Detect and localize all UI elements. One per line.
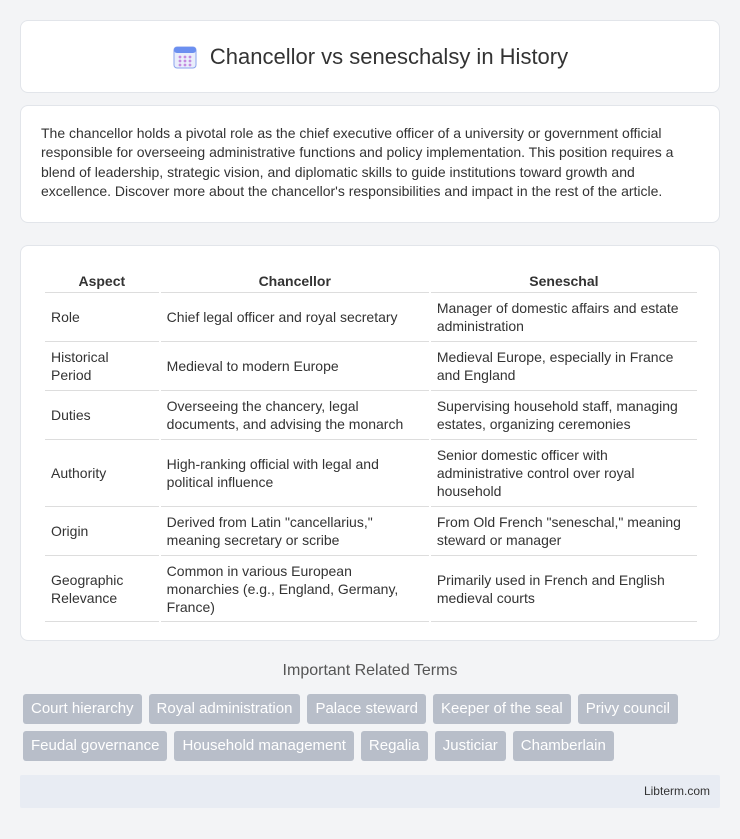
- tag-court-hierarchy[interactable]: Court hierarchy: [23, 694, 142, 724]
- cell-aspect: Authority: [45, 439, 159, 506]
- cell-chancellor: Medieval to modern Europe: [161, 341, 429, 390]
- comparison-table: [43, 266, 699, 622]
- table-row: [45, 555, 697, 622]
- tag-privy-council[interactable]: Privy council: [578, 694, 678, 724]
- tag-chamberlain[interactable]: Chamberlain: [513, 731, 614, 761]
- cell-seneschal: Medieval Europe, especially in France and England: [431, 341, 697, 390]
- cell-chancellor: Chief legal officer and royal secretary: [161, 292, 429, 341]
- cell-chancellor: High-ranking official with legal and political influence: [161, 439, 429, 506]
- cell-chancellor: Common in various European monarchies (e.g., England, Germany, France): [161, 555, 429, 622]
- cell-chancellor: Derived from Latin "cancellarius," meaning secretary or scribe: [161, 506, 429, 555]
- header-chancellor: Chancellor: [258, 273, 331, 289]
- cell-aspect: Historical Period: [45, 341, 159, 390]
- header-card: [20, 20, 720, 93]
- cell-aspect: Geographic Relevance: [45, 555, 159, 622]
- table-row: [45, 341, 697, 390]
- cell-seneschal: Supervising household staff, managing estates, organizing ceremonies: [431, 390, 697, 439]
- tag-keeper-of-the-seal[interactable]: Keeper of the seal: [433, 694, 571, 724]
- cell-aspect: Origin: [45, 506, 159, 555]
- table-row: [45, 506, 697, 555]
- tag-palace-steward[interactable]: Palace steward: [307, 694, 426, 724]
- tag-household-management[interactable]: Household management: [174, 731, 353, 761]
- tag-royal-administration[interactable]: Royal administration: [149, 694, 301, 724]
- footer: [20, 775, 720, 808]
- header-seneschal: Seneschal: [529, 273, 599, 289]
- related-terms-title: Important Related Terms: [282, 662, 458, 679]
- related-terms-row-2: [23, 731, 723, 761]
- table-row: [45, 292, 697, 341]
- page-title: Chancellor vs seneschalsy in History: [209, 43, 569, 69]
- cell-seneschal: From Old French "seneschal," meaning steward or manager: [431, 506, 697, 555]
- table-row: [45, 390, 697, 439]
- header-aspect: Aspect: [78, 273, 126, 289]
- tag-feudal-governance[interactable]: Feudal governance: [23, 731, 167, 761]
- tag-justiciar[interactable]: Justiciar: [435, 731, 506, 761]
- related-terms-row-1: [23, 694, 723, 724]
- cell-aspect: Duties: [45, 390, 159, 439]
- cell-seneschal: Primarily used in French and English medieval courts: [431, 555, 697, 622]
- table-row: [45, 439, 697, 506]
- cell-aspect: Role: [45, 292, 159, 341]
- cell-chancellor: Overseeing the chancery, legal documents, and advising the monarch: [161, 390, 429, 439]
- cell-seneschal: Manager of domestic affairs and estate administration: [431, 292, 697, 341]
- tag-regalia[interactable]: Regalia: [361, 731, 428, 761]
- comparison-card: [20, 245, 720, 641]
- footer-site-link[interactable]: Libterm.com: [643, 784, 710, 798]
- intro-card: [20, 105, 720, 223]
- calendar-grid-icon: [172, 44, 198, 70]
- intro-text: The chancellor holds a pivotal role as the chief executive officer of a university or government official responsible for overseeing administrative functions and policy implementation. This position requires a blend of leadership, strategic vision, and diplomatic skills to guide institutions toward growth and excellence. Discover more about the chancellor's responsibilities and impact in the rest of the article.: [41, 125, 674, 200]
- cell-seneschal: Senior domestic officer with administrative control over royal household: [431, 439, 697, 506]
